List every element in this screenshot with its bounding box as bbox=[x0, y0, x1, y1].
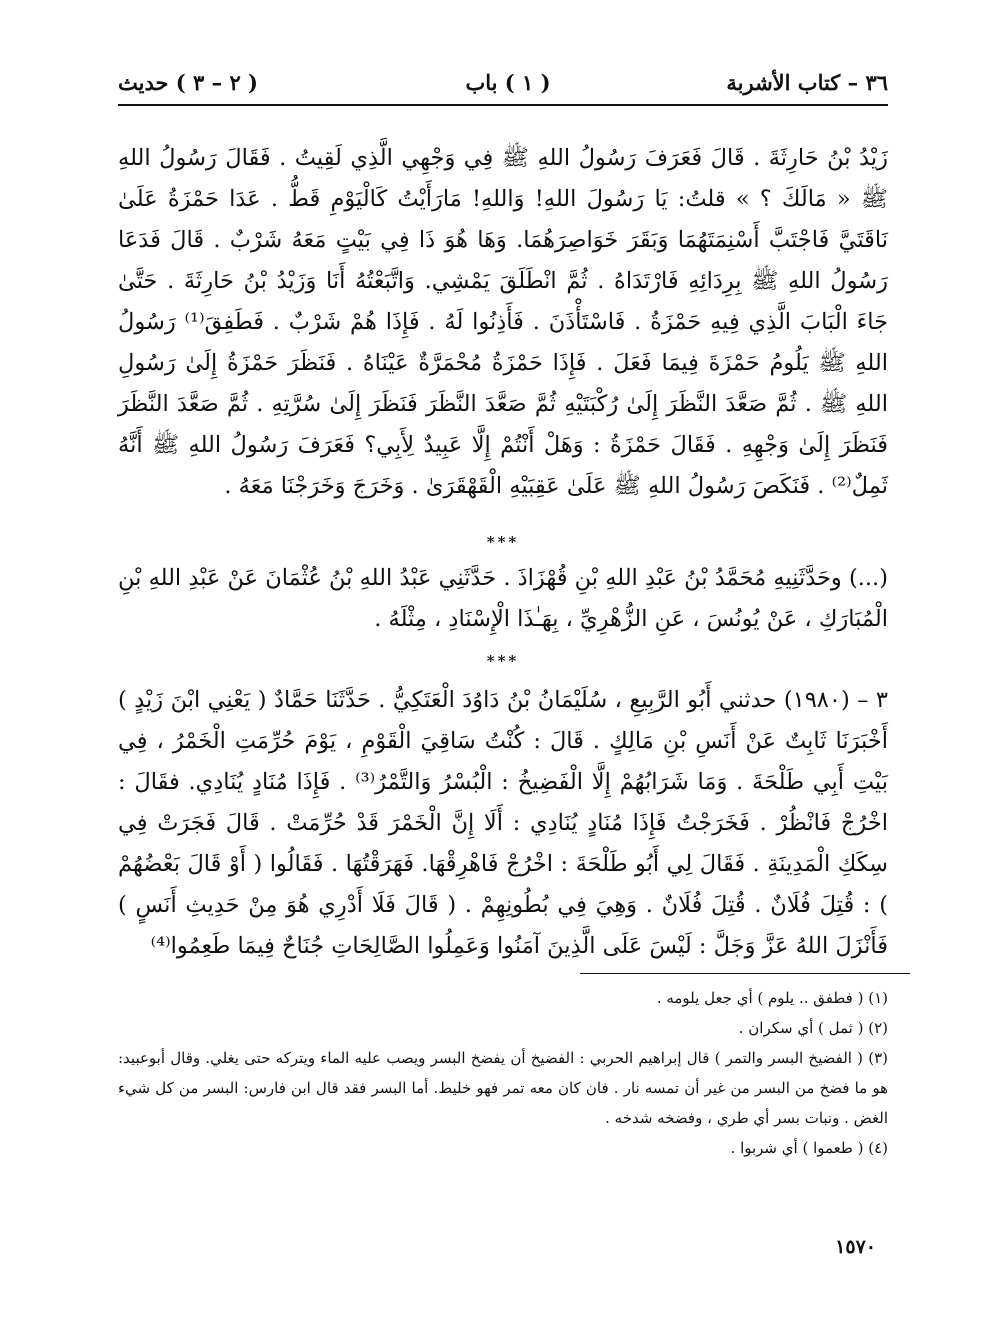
footnote-2: (٢) ( ثمل ) أي سكران . bbox=[738, 1019, 888, 1037]
page-number: ١٥٧٠ bbox=[835, 1236, 876, 1258]
book-title: ٣٦ – كتاب الأشربة bbox=[726, 70, 888, 95]
footnote-1: (١) ( فطفق .. يلوم ) أي جعل يلومه . bbox=[656, 989, 888, 1007]
paragraph-2: (...) وحَدَّثَنِيهِ مُحَمَّدُ بْنُ عَبْدِ اللهِ بْنِ قُهْزَاذَ . حَدَّثَنِي عَبْدُ اللهِ بْنُ عُثْمَانَ عَنْ عَبْدِ اللهِ بْنِ الْمُبَارَكِ ، عَنْ يُونُسَ ، عَنِ الزُّهْرِيِّ ، بِهَـٰذَا الْإِسْنَادِ ، مِثْلَهُ . bbox=[118, 565, 888, 632]
footnote-3: (٣) ( الفضيخ البسر والتمر ) قال إبراهيم الحربي : الفضيخ أن يفضخ البسر ويصب عليه الماء ويتركه حتى يغلي. وقال أبوعبيد: هو ما فضخ من البسر من غير أن تمسه نار . فان كان معه تمر فهو خليط. أما البسر فقد قال ابن فارس: البسر من كل شيء الغض . ونبات بسر أي طري ، وفضخه شدخه . bbox=[118, 1049, 888, 1127]
section-separator-1: *** bbox=[486, 533, 520, 551]
chapter-label: ( ١ ) باب bbox=[465, 70, 551, 95]
hadith-range: ( ٢ – ٣ ) حديث bbox=[118, 70, 258, 95]
footnotes bbox=[118, 983, 888, 1163]
paragraph-3: ٣ – (١٩٨٠) حدثني أَبُو الرَّبِيعِ ، سُلَيْمَانُ بْنُ دَاوُدَ الْعَتَكِيُّ . حَدَّثَنَا حَمَّادٌ ( يَعْنِي ابْنَ زَيْدٍ ) أَخْبَرَنَا ثَابِتٌ عَنْ أَنَسِ بْنِ مَالِكٍ . قَالَ : كُنْتُ سَاقِيَ الْقَوْمِ ، يَوْمَ حُرِّمَتِ الْخَمْرُ ، فِي بَيْتِ أَبِي طَلْحَةَ . وَمَا شَرَابُهُمْ إِلَّا الْفَضِيخُ : الْبُسْرُ وَالتَّمْرُ⁽³⁾ . فَإِذَا مُنَادٍ يُنَادِي. فقَالَ : اخْرُجْ فَانْظُرْ . فَخَرَجْتُ فَإِذَا مُنَادٍ يُنَادِي : أَلَا إِنَّ الْخَمْرَ قَدْ حُرِّمَتْ . قَالَ فَجَرَتْ فِي سِكَكِ الْمَدِينَةِ . فَقَالَ لِي أَبُو طَلْحَةَ : اخْرُجْ فَاهْرِقْهَا. فَهَرَقْتُهَا . فَقَالُوا ( أَوْ قَالَ بَعْضُهُمْ ) : قُتِلَ فُلَانٌ . قُتِلَ فُلَانٌ . وَهِيَ فِي بُطُونِهِمْ . ( قَالَ فَلَا أَدْرِي هُوَ مِنْ حَدِيثِ أَنَسٍ ) فَأَنْزَلَ اللهُ عَزَّ وَجَلَّ : لَيْسَ عَلَى الَّذِينَ آمَنُوا وَعَمِلُوا الصَّالِحَاتِ جُنَاحٌ فِيمَا طَعِمُوا⁽⁴⁾ bbox=[118, 687, 888, 959]
hadith-text-block-1 bbox=[118, 138, 888, 507]
hadith-text-block-2 bbox=[118, 558, 888, 640]
section-separator-2: *** bbox=[486, 652, 520, 670]
hadith-text-block-3 bbox=[118, 680, 888, 967]
footnote-4: (٤) ( طعموا ) أي شربوا . bbox=[730, 1139, 888, 1157]
footnote-divider bbox=[580, 973, 910, 974]
paragraph-1: زَيْدُ بْنُ حَارِثَةَ . قَالَ فَعَرَفَ رَسُولُ اللهِ ﷺ فِي وَجْهِي الَّذِي لَقِيتُ . فَقَالَ رَسُولُ اللهِ ﷺ « مَالَكَ ؟ » قلتُ: يَا رَسُولَ اللهِ! وَاللهِ! مَارَأَيْتُ كَالْيَوْمِ قَطُّ . عَدَا حَمْزَةُ عَلَىٰ نَاقَتَيَّ فَاجْتَبَّ أَسْنِمَتَهُمَا وَبَقَرَ خَوَاصِرَهُمَا. وَهَا هُوَ ذَا فِي بَيْتٍ مَعَهُ شَرْبٌ . قَالَ فَدَعَا رَسُولُ اللهِ ﷺ بِرِدَائِهِ فَارْتَدَاهُ . ثُمَّ انْطَلَقَ يَمْشِي. وَاتَّبَعْتُهُ أَنَا وَزَيْدُ بْنُ حَارِثَةَ . حَتَّىٰ جَاءَ الْبَابَ الَّذِي فِيهِ حَمْزَةُ . فَاسْتَأْذَنَ . فَأَذِنُوا لَهُ . فَإِذَا هُمْ شَرْبٌ . فَطَفِقَ⁽¹⁾ رَسُولُ اللهِ ﷺ يَلُومُ حَمْزَةَ فِيمَا فَعَلَ . فَإِذَا حَمْزَةُ مُحْمَرَّةٌ عَيْنَاهُ . فَنَظَرَ حَمْزَةُ إِلَىٰ رَسُولِ اللهِ ﷺ . ثُمَّ صَعَّدَ النَّظَرَ إِلَىٰ رُكْبَتَيْهِ ثُمَّ صَعَّدَ النَّظَرَ فَنَظَرَ إِلَىٰ سُرَّتِهِ . ثُمَّ صَعَّدَ النَّظَرَ فَنَظَرَ إِلَىٰ وَجْهِهِ . فَقَالَ حَمْزَةُ : وَهَلْ أَنْتُمْ إِلَّا عَبِيدٌ لِأَبِي؟ فَعَرَفَ رَسُولُ اللهِ ﷺ أَنَّهُ ثَمِلٌ⁽²⁾ . فَنَكَصَ رَسُولُ اللهِ ﷺ عَلَىٰ عَقِبَيْهِ الْقَهْقَرَىٰ . وَخَرَجَ وَخَرَجْنَا مَعَهُ . bbox=[118, 145, 888, 499]
running-header bbox=[118, 70, 888, 106]
